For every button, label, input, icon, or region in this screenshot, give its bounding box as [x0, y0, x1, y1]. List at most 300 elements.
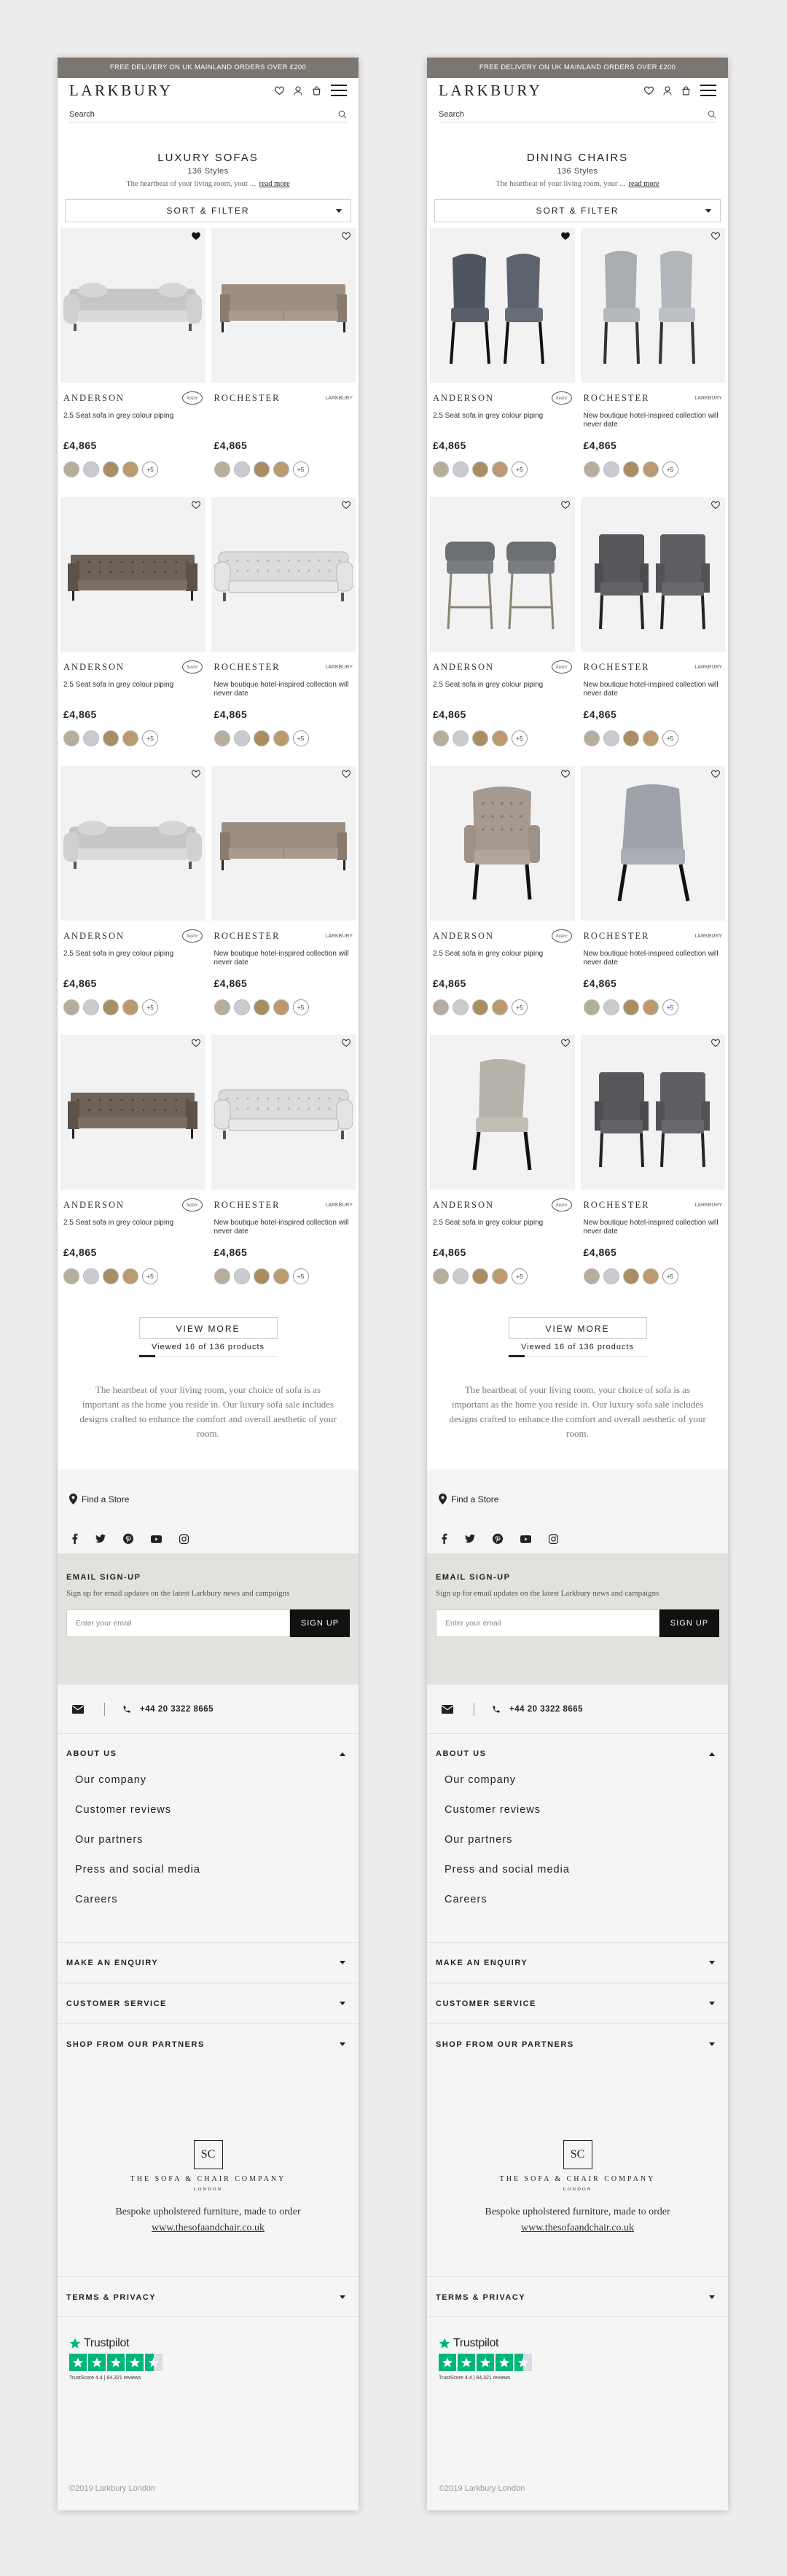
colour-swatch[interactable]	[433, 730, 449, 746]
product-image[interactable]	[581, 497, 726, 652]
swatch-row	[430, 999, 575, 1015]
colour-swatch[interactable]	[273, 461, 289, 477]
colour-swatch[interactable]	[254, 461, 270, 477]
product-image[interactable]	[430, 497, 575, 652]
phone-icon	[492, 1705, 501, 1714]
colour-swatch[interactable]	[603, 999, 619, 1015]
about-us-toggle[interactable]	[427, 1734, 728, 1773]
intro-text	[58, 180, 359, 188]
colour-swatch[interactable]	[584, 1268, 600, 1284]
colour-swatch[interactable]	[63, 461, 79, 477]
colour-swatch[interactable]	[453, 730, 469, 746]
menu-icon[interactable]	[700, 85, 716, 96]
youtube-icon[interactable]	[520, 1535, 531, 1543]
email-signup	[427, 1553, 728, 1685]
phone-dining-chairs	[427, 58, 728, 2510]
colour-swatch[interactable]	[103, 999, 119, 1015]
chevron-down-icon	[340, 2295, 345, 2299]
swatch-row	[60, 461, 205, 477]
about-us-link[interactable]: Press and social media	[75, 1864, 200, 1876]
copyright: ©2019 Larkbury London	[439, 2484, 525, 2493]
colour-swatch[interactable]	[83, 730, 99, 746]
product-image[interactable]	[581, 228, 726, 383]
product-price: £4,865	[433, 440, 466, 451]
more-swatches[interactable]: +5	[512, 730, 528, 746]
trustpilot-star-icon	[496, 2354, 513, 2371]
product-card[interactable]	[60, 1035, 205, 1294]
shop-partners-toggle[interactable]	[427, 2024, 728, 2064]
search-icon[interactable]	[338, 110, 347, 119]
product-image[interactable]	[211, 766, 356, 921]
larkbury-logo[interactable]: LARKBURY	[439, 81, 543, 99]
menu-icon[interactable]	[331, 85, 347, 96]
colour-swatch[interactable]	[453, 999, 469, 1015]
pinterest-icon[interactable]	[123, 1534, 133, 1544]
product-price: £4,865	[214, 440, 248, 451]
colour-swatch[interactable]	[214, 461, 230, 477]
partner-city: LONDON	[563, 2187, 592, 2192]
brand-row	[430, 1193, 575, 1217]
about-us-section	[427, 1734, 728, 1943]
about-us-link[interactable]: Careers	[75, 1894, 118, 1905]
brand-name: ROCHESTER	[583, 1199, 650, 1210]
colour-swatch[interactable]	[273, 999, 289, 1015]
colour-swatch[interactable]	[214, 1268, 230, 1284]
heart-icon[interactable]	[342, 232, 351, 240]
instagram-icon[interactable]	[179, 1534, 189, 1544]
colour-swatch[interactable]	[122, 999, 138, 1015]
search-input[interactable]	[439, 110, 708, 119]
more-swatches[interactable]: +5	[512, 1268, 528, 1284]
more-swatches[interactable]: +5	[142, 1268, 158, 1284]
colour-swatch[interactable]	[584, 730, 600, 746]
shop-partners-toggle[interactable]	[58, 2024, 359, 2064]
colour-swatch[interactable]	[472, 730, 488, 746]
colour-swatch[interactable]	[122, 1268, 138, 1284]
seo-text: The heartbeat of your living room, your choice of sofa is as important as the home you reside in. Our luxury sofa sale includes designs crafted to enhance the comfort and overall aesthetic of your room.	[449, 1384, 706, 1439]
more-swatches[interactable]: +5	[142, 730, 158, 746]
more-swatches[interactable]: +5	[662, 1268, 678, 1284]
swatch-row	[430, 1268, 575, 1284]
customer-service-toggle[interactable]	[427, 1983, 728, 2023]
more-swatches[interactable]: +5	[512, 461, 528, 477]
more-swatches[interactable]: +5	[662, 461, 678, 477]
sort-filter-label: SORT & FILTER	[166, 206, 250, 216]
product-image[interactable]	[60, 1035, 205, 1190]
product-image[interactable]	[60, 497, 205, 652]
colour-swatch[interactable]	[433, 999, 449, 1015]
colour-swatch[interactable]	[623, 999, 639, 1015]
colour-swatch[interactable]	[584, 999, 600, 1015]
site-header	[58, 78, 359, 103]
chevron-down-icon	[340, 1961, 345, 1964]
trustpilot-widget[interactable]	[69, 2337, 163, 2381]
product-description: New boutique hotel-inspired collection will never date	[214, 681, 349, 698]
trustpilot-widget[interactable]	[439, 2337, 532, 2381]
brand-name: ROCHESTER	[214, 1199, 281, 1210]
search-bar	[439, 106, 716, 122]
make-enquiry-toggle[interactable]	[58, 1943, 359, 1983]
about-us-link[interactable]: Careers	[445, 1894, 488, 1905]
brand-name: ANDERSON	[433, 930, 495, 941]
search-input[interactable]	[69, 110, 338, 119]
more-swatches[interactable]: +5	[142, 461, 158, 477]
colour-swatch[interactable]	[103, 730, 119, 746]
brand-logo: LARKBURY	[694, 664, 722, 670]
mail-icon[interactable]	[442, 1705, 453, 1714]
customer-service-section	[427, 1983, 728, 2024]
heart-icon[interactable]	[711, 501, 720, 509]
more-swatches[interactable]: +5	[293, 999, 309, 1015]
heart-icon[interactable]	[711, 232, 720, 240]
colour-swatch[interactable]	[623, 461, 639, 477]
phone-link[interactable]	[122, 1705, 214, 1714]
product-image[interactable]	[581, 766, 726, 921]
about-us-link[interactable]: Our partners	[445, 1834, 513, 1846]
colour-swatch[interactable]	[234, 1268, 250, 1284]
partner-url-link[interactable]: www.thesofaandchair.co.uk	[521, 2222, 634, 2233]
contact-row	[58, 1685, 359, 1734]
chevron-down-icon	[336, 209, 342, 213]
heart-icon[interactable]	[561, 501, 570, 509]
colour-swatch[interactable]	[63, 1268, 79, 1284]
product-price: £4,865	[583, 977, 617, 989]
colour-swatch[interactable]	[63, 999, 79, 1015]
chair-image	[436, 243, 568, 367]
sofa-image	[214, 273, 353, 338]
product-image[interactable]	[60, 228, 205, 383]
colour-swatch[interactable]	[433, 1268, 449, 1284]
partner-logo[interactable]: SC	[563, 2140, 592, 2169]
product-price: £4,865	[433, 1246, 466, 1258]
header-icons	[275, 85, 347, 96]
make-enquiry-toggle[interactable]	[427, 1943, 728, 1983]
colour-swatch[interactable]	[603, 1268, 619, 1284]
phone-number: +44 20 3322 8665	[509, 1704, 584, 1714]
find-store-label: Find a Store	[451, 1494, 499, 1504]
colour-swatch[interactable]	[643, 1268, 659, 1284]
heart-icon[interactable]	[342, 770, 351, 778]
brand-name: ANDERSON	[433, 1199, 495, 1210]
product-card[interactable]	[430, 228, 575, 487]
colour-swatch[interactable]	[623, 1268, 639, 1284]
colour-swatch[interactable]	[122, 461, 138, 477]
about-us-link[interactable]: Press and social media	[445, 1864, 570, 1876]
customer-service-section	[58, 1983, 359, 2024]
twitter-icon[interactable]	[465, 1534, 475, 1543]
brand-name: ANDERSON	[63, 930, 125, 941]
shop-partners-title: SHOP FROM OUR PARTNERS	[66, 2040, 205, 2049]
colour-swatch[interactable]	[492, 999, 508, 1015]
heart-icon[interactable]	[711, 1039, 720, 1047]
customer-service-title: CUSTOMER SERVICE	[66, 1999, 167, 2008]
sofa-image	[63, 1080, 202, 1145]
colour-swatch[interactable]	[234, 999, 250, 1015]
colour-swatch[interactable]	[492, 730, 508, 746]
more-swatches[interactable]: +5	[142, 999, 158, 1015]
product-price: £4,865	[63, 709, 97, 720]
colour-swatch[interactable]	[234, 730, 250, 746]
brand-name: ANDERSON	[433, 392, 495, 403]
heart-icon[interactable]	[561, 232, 570, 240]
colour-swatch[interactable]	[273, 1268, 289, 1284]
colour-swatch[interactable]	[472, 461, 488, 477]
partner-name: THE SOFA & CHAIR COMPANY	[499, 2175, 656, 2183]
brand-logo: lustre	[182, 929, 203, 942]
partner-logo[interactable]: SC	[194, 2140, 223, 2169]
trustpilot-star-icon	[477, 2354, 494, 2371]
colour-swatch[interactable]	[584, 461, 600, 477]
read-more-link[interactable]: read more	[259, 180, 290, 188]
twitter-icon[interactable]	[95, 1534, 106, 1543]
styles-count: 136 Styles	[187, 167, 229, 176]
product-card[interactable]	[581, 766, 726, 1025]
product-card[interactable]	[581, 497, 726, 756]
heart-icon[interactable]	[192, 1039, 200, 1047]
brand-logo: LARKBURY	[325, 933, 353, 939]
more-swatches[interactable]: +5	[293, 1268, 309, 1284]
product-price: £4,865	[583, 440, 617, 451]
colour-swatch[interactable]	[623, 730, 639, 746]
about-us-link[interactable]: Customer reviews	[75, 1804, 172, 1816]
colour-swatch[interactable]	[83, 1268, 99, 1284]
colour-swatch[interactable]	[453, 1268, 469, 1284]
about-us-section	[58, 1734, 359, 1943]
heart-icon[interactable]	[342, 501, 351, 509]
brand-row	[211, 924, 356, 948]
product-price: £4,865	[214, 709, 248, 720]
instagram-icon[interactable]	[549, 1534, 558, 1544]
mail-icon[interactable]	[72, 1705, 84, 1714]
colour-swatch[interactable]	[603, 730, 619, 746]
about-us-link[interactable]: Our company	[445, 1774, 517, 1786]
heart-icon[interactable]	[644, 86, 654, 95]
colour-swatch[interactable]	[472, 1268, 488, 1284]
colour-swatch[interactable]	[254, 999, 270, 1015]
product-image[interactable]	[430, 228, 575, 383]
brand-logo: lustre	[552, 660, 572, 674]
view-more-section	[427, 1317, 728, 1357]
product-image[interactable]	[60, 766, 205, 921]
user-icon[interactable]	[294, 86, 302, 95]
email-signup-form	[66, 1609, 350, 1637]
product-image[interactable]	[211, 497, 356, 652]
product-card[interactable]	[211, 228, 356, 487]
make-enquiry-title: MAKE AN ENQUIRY	[66, 1958, 159, 1967]
sort-filter-button[interactable]	[65, 199, 351, 222]
phone-link[interactable]	[492, 1705, 583, 1714]
sign-up-button[interactable]: SIGN UP	[290, 1609, 350, 1637]
terms-toggle[interactable]	[58, 2277, 359, 2317]
about-us-link[interactable]: Our company	[75, 1774, 147, 1786]
view-more-button[interactable]: VIEW MORE	[509, 1317, 647, 1339]
product-price: £4,865	[63, 440, 97, 451]
pinterest-icon[interactable]	[493, 1534, 503, 1544]
search-icon[interactable]	[708, 110, 716, 119]
product-card[interactable]	[60, 497, 205, 756]
more-swatches[interactable]: +5	[662, 730, 678, 746]
colour-swatch[interactable]	[254, 1268, 270, 1284]
brand-logo: lustre	[182, 391, 203, 405]
page-title: DINING CHAIRS	[526, 152, 629, 164]
colour-swatch[interactable]	[234, 461, 250, 477]
heart-icon[interactable]	[275, 86, 284, 95]
product-description: 2.5 Seat sofa in grey colour piping	[433, 950, 544, 958]
product-card[interactable]	[581, 228, 726, 487]
product-card[interactable]	[581, 1035, 726, 1294]
product-description: New boutique hotel-inspired collection will never date	[214, 1219, 349, 1236]
email-field[interactable]	[436, 1609, 659, 1637]
brand-logo: lustre	[552, 929, 572, 942]
colour-swatch[interactable]	[603, 461, 619, 477]
product-image[interactable]	[211, 228, 356, 383]
colour-swatch[interactable]	[83, 461, 99, 477]
about-us-link[interactable]: Our partners	[75, 1834, 144, 1846]
phone-icon	[122, 1705, 131, 1714]
colour-swatch[interactable]	[63, 730, 79, 746]
footer	[427, 1470, 728, 2510]
facebook-icon[interactable]	[442, 1534, 447, 1544]
product-card[interactable]	[211, 766, 356, 1025]
product-description: New boutique hotel-inspired collection will never date	[583, 681, 719, 698]
about-us-toggle[interactable]	[58, 1734, 359, 1773]
swatch-row	[581, 1268, 726, 1284]
footer	[58, 1470, 359, 2510]
colour-swatch[interactable]	[453, 461, 469, 477]
product-card[interactable]	[60, 766, 205, 1025]
chair-image	[587, 1050, 719, 1174]
product-price: £4,865	[63, 977, 97, 989]
heart-icon[interactable]	[711, 770, 720, 778]
colour-swatch[interactable]	[643, 730, 659, 746]
swatch-row	[60, 730, 205, 746]
brand-name: ROCHESTER	[583, 930, 650, 941]
colour-swatch[interactable]	[643, 999, 659, 1015]
colour-swatch[interactable]	[214, 730, 230, 746]
brand-logo: lustre	[182, 660, 203, 674]
facebook-icon[interactable]	[72, 1534, 78, 1544]
more-swatches[interactable]: +5	[512, 999, 528, 1015]
phone-luxury-sofas	[58, 58, 359, 2510]
product-price: £4,865	[214, 1246, 248, 1258]
social-links	[72, 1534, 189, 1544]
swatch-row	[581, 730, 726, 746]
product-card[interactable]	[430, 766, 575, 1025]
colour-swatch[interactable]	[492, 461, 508, 477]
product-card[interactable]	[60, 228, 205, 487]
chevron-down-icon	[709, 2042, 715, 2046]
product-card[interactable]	[430, 497, 575, 756]
heart-icon[interactable]	[561, 770, 570, 778]
colour-swatch[interactable]	[472, 999, 488, 1015]
find-store-link[interactable]	[69, 1494, 129, 1504]
product-card[interactable]	[211, 497, 356, 756]
more-swatches[interactable]: +5	[293, 730, 309, 746]
product-image[interactable]	[430, 1035, 575, 1190]
colour-swatch[interactable]	[214, 999, 230, 1015]
product-card[interactable]	[430, 1035, 575, 1294]
customer-service-title: CUSTOMER SERVICE	[436, 1999, 536, 2008]
chevron-up-icon	[709, 1752, 715, 1756]
product-image[interactable]	[581, 1035, 726, 1190]
colour-swatch[interactable]	[122, 730, 138, 746]
bag-icon[interactable]	[312, 86, 321, 95]
page-title: LUXURY SOFAS	[157, 152, 259, 164]
colour-swatch[interactable]	[103, 1268, 119, 1284]
shop-partners-title: SHOP FROM OUR PARTNERS	[436, 2040, 574, 2049]
sign-up-button[interactable]: SIGN UP	[659, 1609, 719, 1637]
colour-swatch[interactable]	[254, 730, 270, 746]
youtube-icon[interactable]	[151, 1535, 162, 1543]
trust-score: TrustScore 4.4 | 64,321 reviews	[69, 2376, 141, 2381]
heart-icon[interactable]	[192, 232, 200, 240]
colour-swatch[interactable]	[492, 1268, 508, 1284]
user-icon[interactable]	[663, 86, 672, 95]
brand-logo: LARKBURY	[694, 933, 722, 939]
find-store-label: Find a Store	[82, 1494, 130, 1504]
heart-icon[interactable]	[192, 770, 200, 778]
read-more-link[interactable]: read more	[628, 180, 659, 188]
email-signup-description: Sign up for email updates on the latest Larkbury news and campaigns	[436, 1589, 659, 1598]
trustpilot-label: Trustpilot	[84, 2337, 130, 2349]
trustpilot-star-icon	[69, 2354, 87, 2371]
terms-title: TERMS & PRIVACY	[66, 2292, 157, 2302]
viewed-text: Viewed 16 of 136 products	[520, 1343, 635, 1351]
brand-name: ANDERSON	[63, 1199, 125, 1210]
viewed-text: Viewed 16 of 136 products	[151, 1343, 265, 1351]
product-image[interactable]	[430, 766, 575, 921]
about-us-list	[58, 1773, 359, 1923]
chevron-down-icon	[340, 2042, 345, 2046]
heart-icon[interactable]	[192, 501, 200, 509]
trustpilot-label: Trustpilot	[453, 2337, 499, 2349]
brand-name: ANDERSON	[433, 661, 495, 672]
product-description: New boutique hotel-inspired collection will never date	[583, 1219, 719, 1236]
larkbury-logo[interactable]: LARKBURY	[69, 81, 173, 99]
bag-icon[interactable]	[681, 86, 691, 95]
colour-swatch[interactable]	[83, 999, 99, 1015]
chevron-down-icon	[705, 209, 711, 213]
email-field[interactable]	[66, 1609, 290, 1637]
sort-filter-button[interactable]	[434, 199, 721, 222]
colour-swatch[interactable]	[433, 461, 449, 477]
view-more-button[interactable]: VIEW MORE	[139, 1317, 278, 1339]
product-image[interactable]	[211, 1035, 356, 1190]
pin-icon	[69, 1494, 77, 1504]
heart-icon[interactable]	[561, 1039, 570, 1047]
viewed-count	[139, 1339, 278, 1357]
more-swatches[interactable]: +5	[662, 999, 678, 1015]
partner-name: THE SOFA & CHAIR COMPANY	[130, 2175, 286, 2183]
partner-city: LONDON	[193, 2187, 223, 2192]
heart-icon[interactable]	[342, 1039, 351, 1047]
colour-swatch[interactable]	[273, 730, 289, 746]
product-grid	[58, 228, 359, 1294]
colour-swatch[interactable]	[643, 461, 659, 477]
view-more-section	[58, 1317, 359, 1357]
product-card[interactable]	[211, 1035, 356, 1294]
contact-row	[427, 1685, 728, 1734]
customer-service-toggle[interactable]	[58, 1983, 359, 2023]
partner-url-link[interactable]: www.thesofaandchair.co.uk	[152, 2222, 265, 2233]
find-store-link[interactable]	[439, 1494, 498, 1504]
colour-swatch[interactable]	[103, 461, 119, 477]
trustpilot-star-icon	[107, 2354, 125, 2371]
brand-row	[60, 1193, 205, 1217]
more-swatches[interactable]: +5	[293, 461, 309, 477]
terms-toggle[interactable]	[427, 2277, 728, 2317]
about-us-link[interactable]: Customer reviews	[445, 1804, 541, 1816]
